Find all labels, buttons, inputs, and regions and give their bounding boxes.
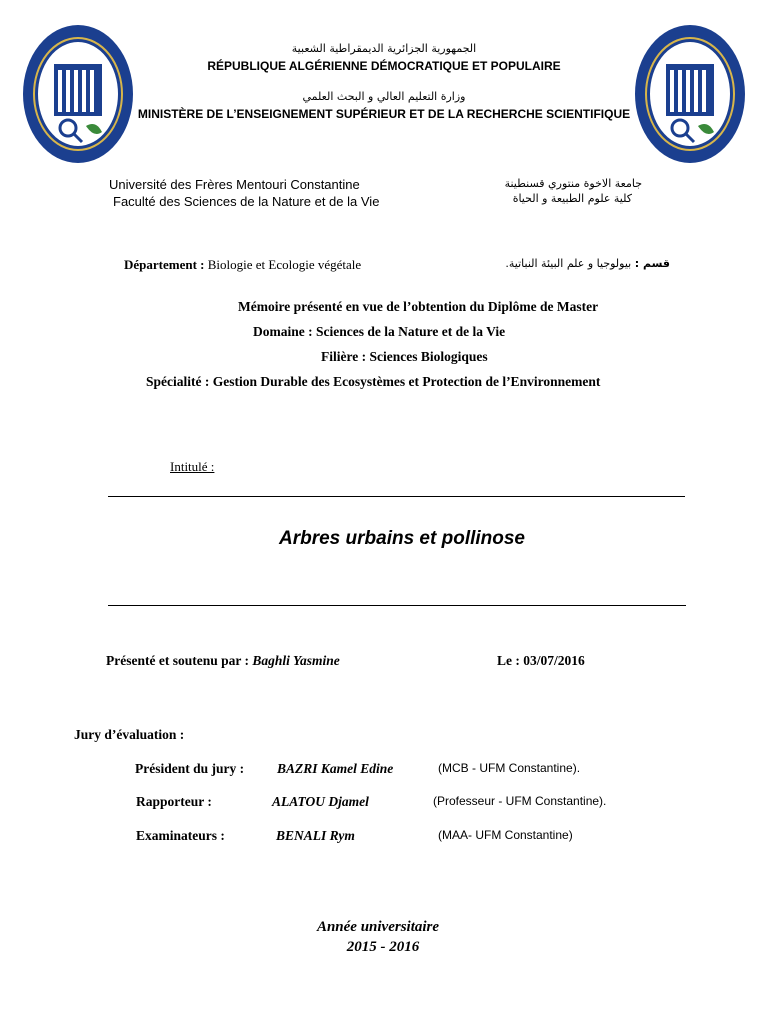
presented-by: [106, 653, 340, 669]
republic-fr: RÉPUBLIQUE ALGÉRIENNE DÉMOCRATIQUE ET POPULAIRE: [207, 59, 561, 73]
memoire-specialite: Spécialité : Gestion Durable des Ecosystèmes et Protection de l’Environnement: [146, 374, 601, 389]
ministry-ar: وزارة التعليم العالي و البحث العلمي: [302, 90, 466, 103]
jury-role: Président du jury :: [135, 761, 245, 776]
presenter-name: Baghli Yasmine: [252, 653, 340, 668]
republic-ar: الجمهورية الجزائرية الديمقراطية الشعبية: [291, 42, 477, 55]
department-value-fr: Biologie et Ecologie végétale: [207, 257, 362, 272]
jury-name: ALATOU Djamel: [272, 794, 369, 809]
jury-detail: (Professeur - UFM Constantine).: [433, 794, 607, 808]
jury-role: Examinateurs :: [136, 828, 225, 843]
academic-year-label: Année universitaire: [316, 919, 440, 935]
memoire-filiere: Filière : Sciences Biologiques: [321, 349, 488, 364]
memoire-title: Mémoire présenté en vue de l’obtention du Diplôme de Master: [238, 299, 599, 314]
thesis-title: Arbres urbains et pollinose: [279, 528, 525, 549]
intitule-label: Intitulé :: [170, 459, 215, 474]
university-name-ar: جامعة الاخوة منتوري قسنطينة: [504, 177, 642, 190]
divider-top: [108, 496, 685, 497]
jury-heading: Jury d’évaluation :: [74, 727, 185, 742]
defense-date: Le : 03/07/2016: [497, 653, 585, 668]
jury-detail: (MAA- UFM Constantine): [438, 828, 573, 842]
jury-role: Rapporteur :: [136, 794, 212, 809]
university-name-fr: Université des Frères Mentouri Constantine: [109, 177, 360, 192]
faculty-name-ar: كلية علوم الطبيعة و الحياة: [512, 192, 632, 205]
department-fr: [124, 257, 361, 273]
jury-name: BAZRI Kamel Edine: [277, 761, 394, 776]
academic-year-value: 2015 - 2016: [346, 939, 420, 955]
jury-name: BENALI Rym: [276, 828, 355, 843]
memoire-domaine: Domaine : Sciences de la Nature et de la Vie: [253, 324, 506, 339]
department-label-fr: Département :: [124, 257, 205, 272]
divider-bottom: [108, 605, 686, 606]
department-value-ar: بيولوجيا و علم البيئة النباتية.: [505, 257, 632, 270]
jury-detail: (MCB - UFM Constantine).: [438, 761, 581, 775]
faculty-name-fr: Faculté des Sciences de la Nature et de la Vie: [113, 194, 380, 209]
ministry-fr: MINISTÈRE DE L’ENSEIGNEMENT SUPÉRIEUR ET DE LA RECHERCHE SCIENTIFIQUE: [137, 107, 631, 121]
presented-by-label: Présenté et soutenu par :: [106, 653, 249, 668]
department-label-ar: قسم :: [634, 257, 670, 270]
department-ar: [470, 257, 670, 270]
